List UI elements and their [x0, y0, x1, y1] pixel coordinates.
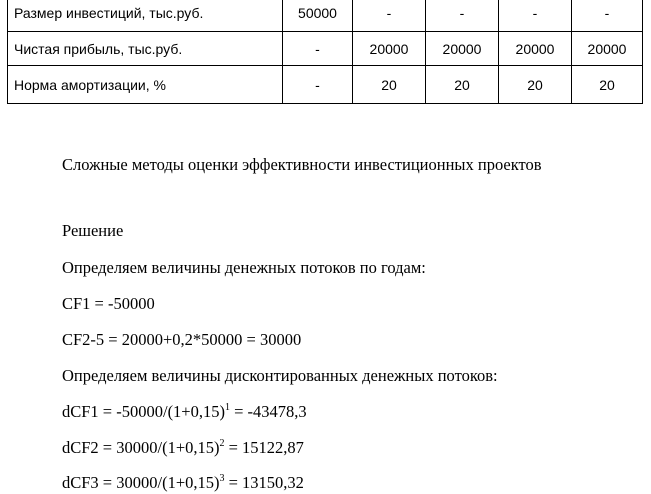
table-cell: 20	[426, 66, 499, 104]
table-cell: 20000	[499, 32, 572, 66]
table-cell: 20000	[572, 32, 643, 66]
row-label: Норма амортизации, %	[8, 66, 283, 104]
paragraph: Определяем величины денежных потоков по годам:	[62, 258, 426, 277]
table-row	[8, 0, 643, 32]
exponent: 2	[219, 438, 225, 449]
formula-line	[62, 404, 307, 421]
table-row	[8, 32, 643, 66]
investment-table	[7, 0, 643, 104]
table-cell: -	[426, 0, 499, 32]
table-cell: 20	[353, 66, 426, 104]
table-cell: 50000	[283, 0, 353, 32]
formula-text: dCF1 = -50000/(1+0,15)	[62, 402, 225, 421]
formula-line: CF2-5 = 20000+0,2*50000 = 30000	[62, 330, 302, 349]
formula-line	[62, 475, 304, 492]
paragraph: Определяем величины дисконтированных денежных потоков:	[62, 366, 498, 385]
table-cell: 20000	[353, 32, 426, 66]
table-cell: -	[572, 0, 643, 32]
section-heading: Сложные методы оценки эффективности инвестиционных проектов	[62, 155, 542, 174]
table-cell: 20000	[426, 32, 499, 66]
solution-label: Решение	[62, 221, 124, 240]
table-cell: -	[353, 0, 426, 32]
table-cell: 20	[572, 66, 643, 104]
row-label: Чистая прибыль, тыс.руб.	[8, 32, 283, 66]
exponent: 1	[225, 402, 230, 413]
table-cell: -	[283, 66, 353, 104]
formula-text: dCF2 = 30000/(1+0,15)	[62, 438, 220, 457]
formula-line: CF1 = -50000	[62, 294, 155, 313]
formula-text: dCF3 = 30000/(1+0,15)	[62, 473, 220, 492]
table-cell: 20	[499, 66, 572, 104]
table-cell: -	[283, 32, 353, 66]
formula-text: = 13150,32	[224, 473, 304, 492]
table-row	[8, 66, 643, 104]
exponent: 3	[219, 473, 225, 484]
formula-text: = 15122,87	[224, 438, 304, 457]
row-label: Размер инвестиций, тыс.руб.	[8, 0, 283, 32]
formula-text: = -43478,3	[230, 402, 307, 421]
formula-line	[62, 440, 304, 457]
table-cell: -	[499, 0, 572, 32]
